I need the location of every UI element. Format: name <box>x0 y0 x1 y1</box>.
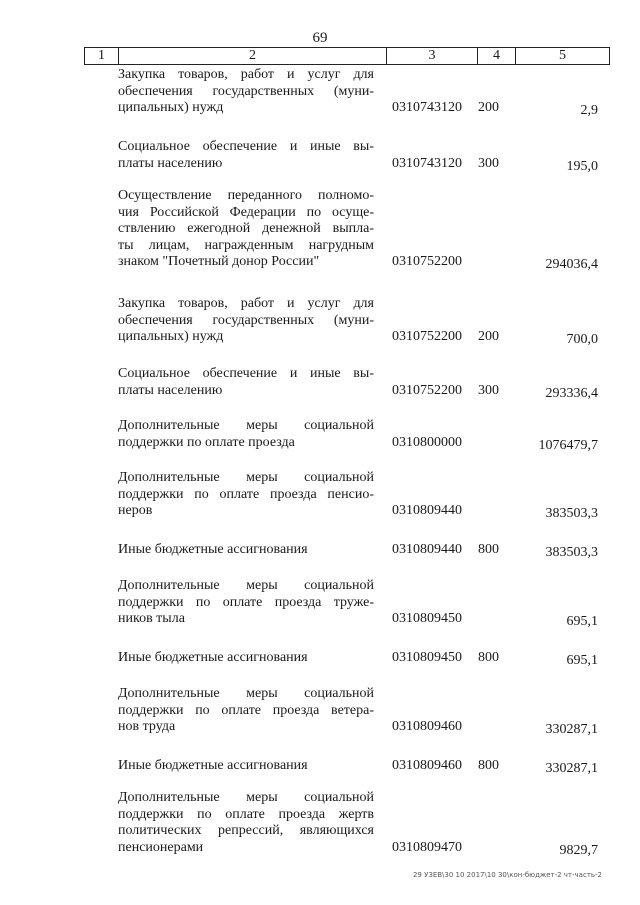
description-line: ников тыла <box>118 611 185 626</box>
page-number: 69 <box>312 30 328 46</box>
row-amount: 383503,3 <box>545 506 598 521</box>
row-code: 0310809460 <box>392 719 462 734</box>
row-amount: 695,1 <box>566 614 598 629</box>
row-expense-type: 200 <box>478 100 499 115</box>
row-description <box>118 578 374 628</box>
row-description <box>118 366 374 399</box>
description-line: поддержки по оплате проезда жертв <box>118 806 374 822</box>
description-line: платы населению <box>118 155 223 171</box>
description-line: Иные бюджетные ассигнования <box>118 650 308 665</box>
row-code: 0310752200 <box>392 254 462 269</box>
description-line: ципальных) нужд <box>118 100 224 115</box>
description-line: платы населению <box>118 382 223 398</box>
description-line: чия Российской Федерации по осуще- <box>118 204 374 220</box>
row-description <box>118 686 374 736</box>
description-line: Дополнительные меры социальной <box>118 790 374 805</box>
row-description <box>118 67 374 117</box>
description-line: поддержки по оплате проезда ветера- <box>118 702 374 718</box>
description-line: Социальное обеспечение и иные вы- <box>118 366 374 381</box>
row-amount: 9829,7 <box>559 842 598 858</box>
row-amount: 1076479,7 <box>538 437 598 453</box>
description-line: Дополнительные меры социальной <box>118 578 374 593</box>
row-description <box>118 650 374 667</box>
row-expense-type: 800 <box>478 542 499 557</box>
row-code: 0310809460 <box>392 758 462 773</box>
description-line: обеспечения государственных (муни- <box>118 312 374 328</box>
row-code: 0310809450 <box>392 611 462 626</box>
row-code: 0310809450 <box>392 650 462 665</box>
description-line: Дополнительные меры социальной <box>118 686 374 701</box>
row-description <box>118 296 374 346</box>
row-expense-type: 800 <box>478 650 499 665</box>
description-line: политических репрессий, являющихся <box>118 823 374 838</box>
row-expense-type: 200 <box>478 329 499 344</box>
description-line: Дополнительные меры социальной <box>118 418 374 433</box>
description-line: нов труда <box>118 719 176 734</box>
description-line: поддержки по оплате проезда труже- <box>118 594 374 610</box>
row-description <box>118 758 374 775</box>
row-amount: 695,1 <box>566 653 598 668</box>
description-line: Закупка товаров, работ и услуг для <box>118 296 374 311</box>
description-line: неров <box>118 503 153 518</box>
description-line: Иные бюджетные ассигнования <box>118 758 308 773</box>
row-code: 0310800000 <box>392 434 462 450</box>
row-amount: 330287,1 <box>545 722 598 737</box>
description-line: знаком "Почетный донор России" <box>118 254 320 269</box>
description-line: поддержки по оплате проезда пенсио- <box>118 486 374 502</box>
row-amount: 330287,1 <box>545 761 598 776</box>
description-line: ципальных) нужд <box>118 329 224 344</box>
header-col-1: 1 <box>98 48 105 63</box>
table-header <box>84 47 610 65</box>
row-amount: 195,0 <box>566 158 598 174</box>
row-code: 0310809440 <box>392 542 462 557</box>
description-line: пенсионерами <box>118 839 204 855</box>
description-line: ствлению ежегодной денежной выпла- <box>118 221 374 236</box>
description-line: ты лицам, награжденным нагрудным <box>118 237 374 253</box>
header-col-2: 2 <box>118 48 386 64</box>
description-line: Иные бюджетные ассигнования <box>118 542 308 557</box>
description-line: Дополнительные меры социальной <box>118 470 374 485</box>
row-code: 0310809470 <box>392 839 462 855</box>
description-line: обеспечения государственных (муни- <box>118 83 374 99</box>
row-amount: 700,0 <box>566 332 598 347</box>
row-amount: 293336,4 <box>545 385 598 401</box>
row-expense-type: 300 <box>478 382 499 398</box>
row-expense-type: 300 <box>478 155 499 171</box>
description-line: Социальное обеспечение и иные вы- <box>118 139 374 154</box>
row-amount: 2,9 <box>580 103 598 118</box>
description-line: Осуществление переданного полномо- <box>118 188 374 203</box>
row-description <box>118 790 374 856</box>
row-code: 0310809440 <box>392 503 462 518</box>
row-code: 0310743120 <box>392 100 462 115</box>
row-description <box>118 188 374 271</box>
row-amount: 383503,3 <box>545 545 598 560</box>
header-col-4: 4 <box>477 48 515 64</box>
row-code: 0310743120 <box>392 155 462 171</box>
row-description <box>118 470 374 520</box>
row-description <box>118 139 374 172</box>
row-code: 0310752200 <box>392 329 462 344</box>
row-code: 0310752200 <box>392 382 462 398</box>
footer-file-path: 29 УЗЕВ\30 10 2017\10 30\кон-бюджет-2 чт-часть-2 <box>412 871 602 879</box>
description-line: Закупка товаров, работ и услуг для <box>118 67 374 82</box>
row-expense-type: 800 <box>478 758 499 773</box>
header-col-3: 3 <box>386 48 477 64</box>
header-col-5: 5 <box>515 48 609 64</box>
row-description <box>118 542 374 559</box>
row-description <box>118 418 374 451</box>
description-line: поддержки по оплате проезда <box>118 434 295 450</box>
row-amount: 294036,4 <box>545 257 598 272</box>
